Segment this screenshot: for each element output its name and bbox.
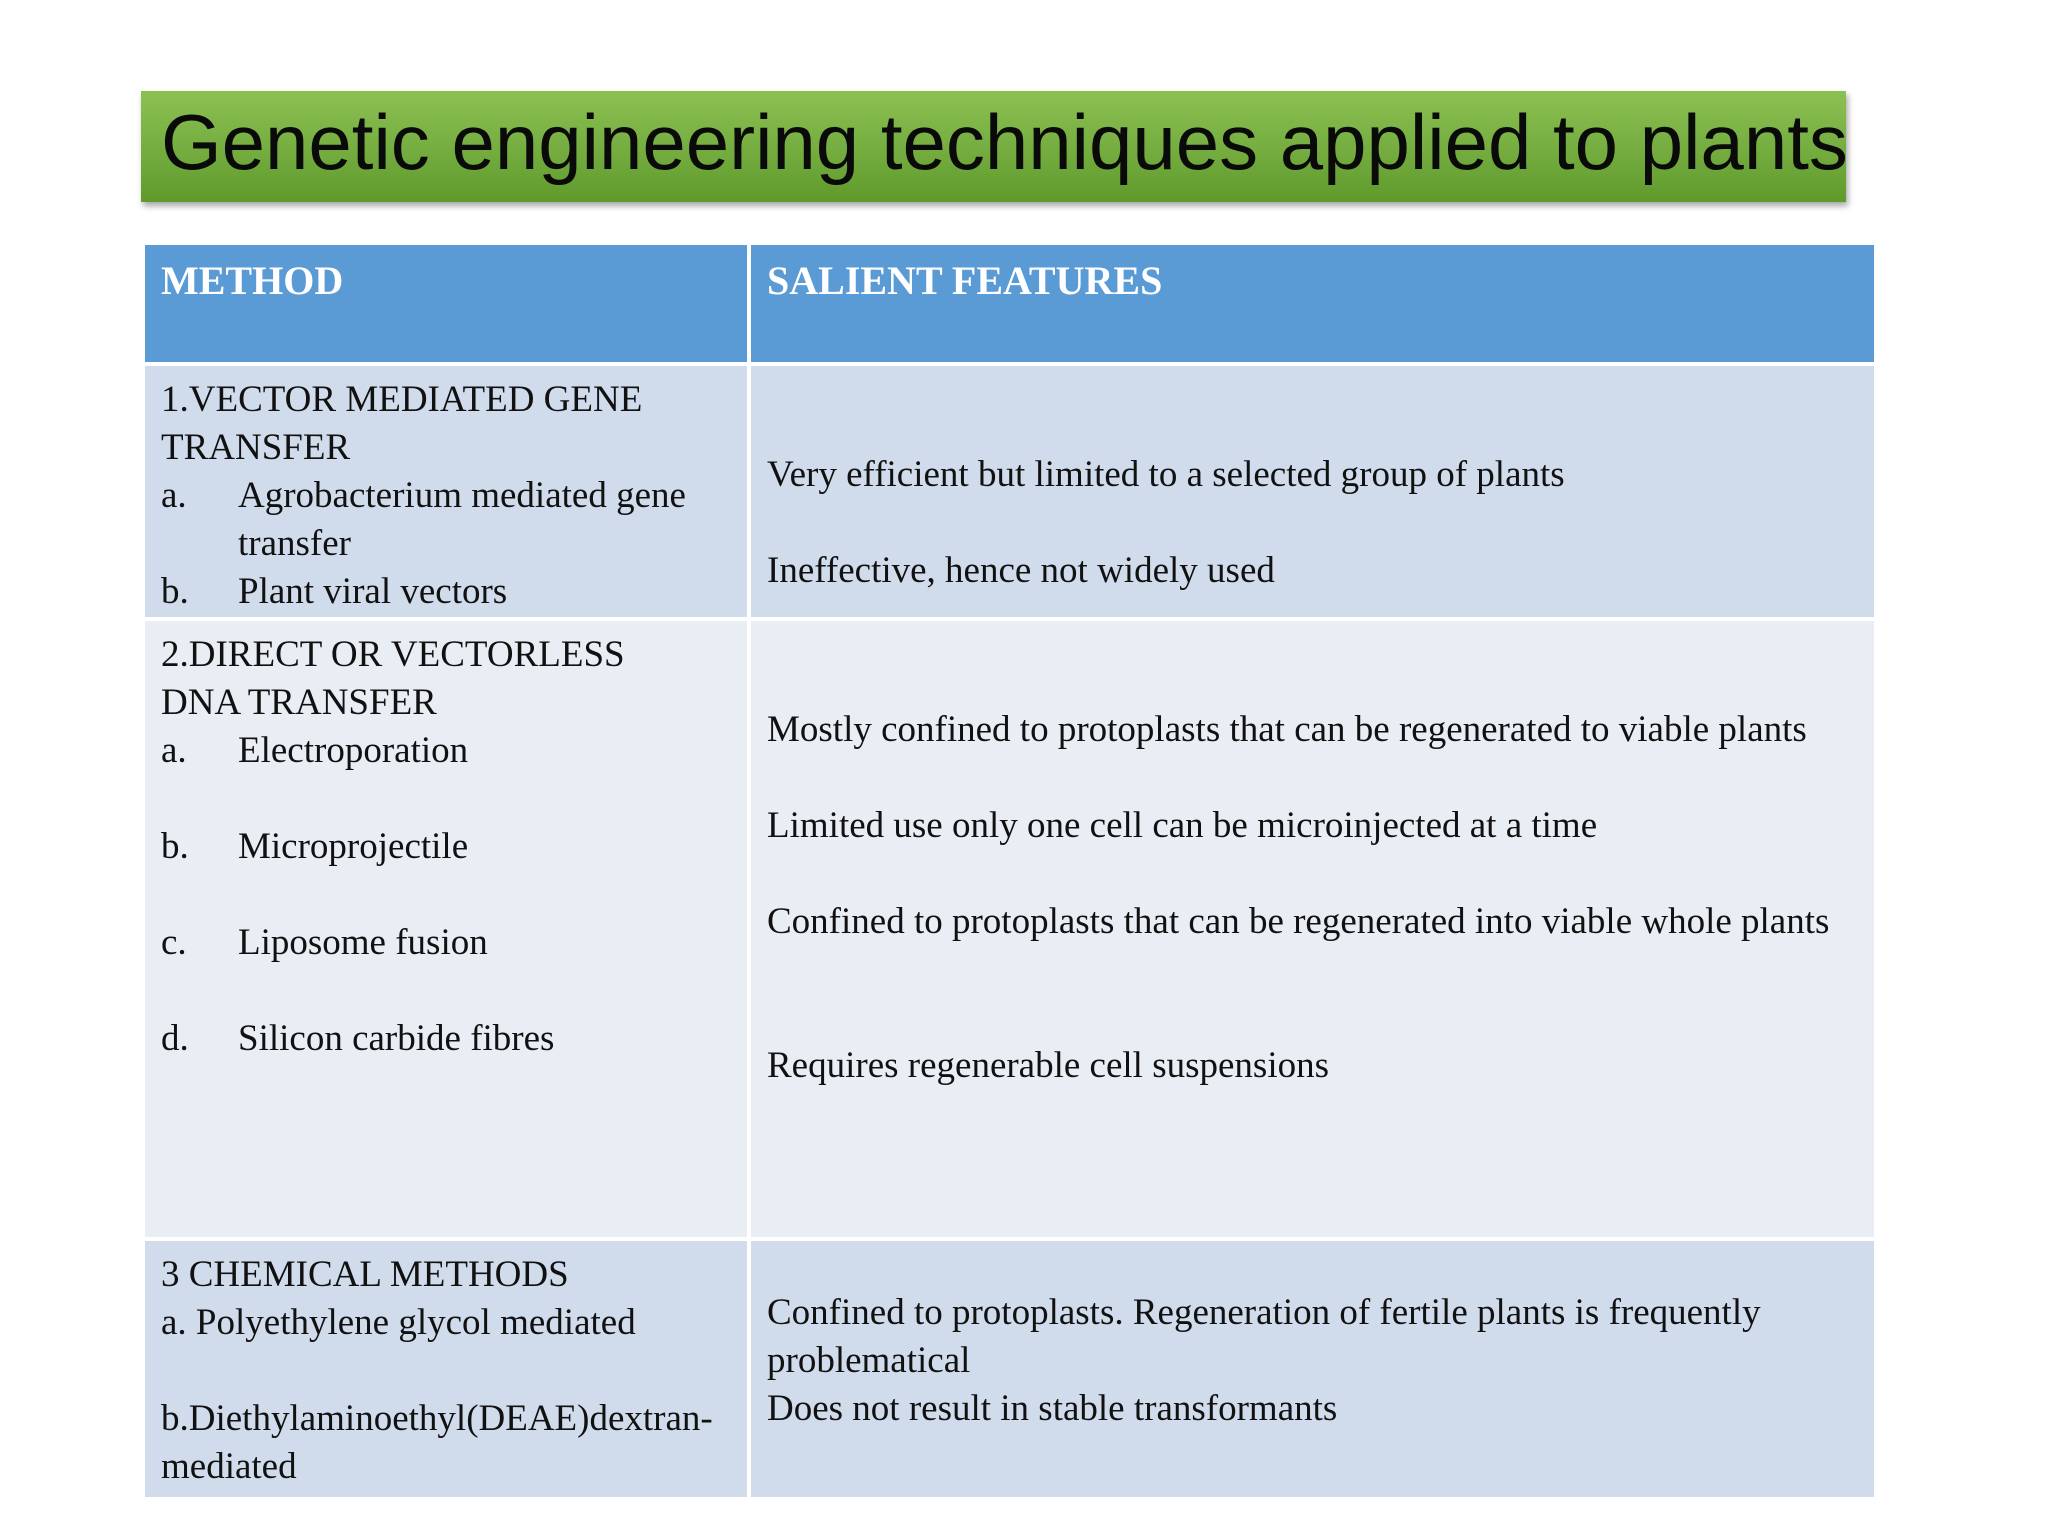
feature-text: Confined to protoplasts. Regeneration of fertile plants is frequently problematical (767, 1292, 1761, 1381)
list-item (161, 568, 731, 616)
feature-text: Does not result in stable transformants (767, 1388, 1338, 1429)
feature-text: Limited use only one cell can be microinjected at a time (767, 805, 1598, 846)
method-line: a. Polyethylene glycol mediated (161, 1302, 636, 1343)
list-item (161, 919, 731, 967)
slide-title: Genetic engineering techniques applied to plants (161, 98, 1848, 186)
header-salient-features: SALIENT FEATURES (749, 243, 1876, 364)
features-cell (749, 619, 1876, 1239)
feature-text: Mostly confined to protoplasts that can be regenerated to viable plants (767, 709, 1807, 750)
list-marker: b. (161, 571, 189, 612)
list-text: Microprojectile (238, 826, 469, 867)
method-cell (143, 1239, 749, 1499)
methods-table (141, 241, 1878, 1501)
method-heading: 3 CHEMICAL METHODS (161, 1254, 569, 1295)
list-text: Silicon carbide fibres (238, 1018, 555, 1059)
list-text: Plant viral vectors (238, 571, 508, 612)
title-banner (141, 91, 1846, 202)
feature-text: Confined to protoplasts that can be regenerated into viable whole plants (767, 901, 1830, 942)
list-item (161, 727, 731, 775)
method-cell (143, 619, 749, 1239)
method-heading: 1.VECTOR MEDIATED GENE TRANSFER (161, 379, 643, 468)
list-text: Liposome fusion (238, 922, 488, 963)
list-marker: b. (161, 826, 189, 867)
features-cell (749, 364, 1876, 619)
method-heading: 2.DIRECT OR VECTORLESS DNA TRANSFER (161, 634, 625, 723)
table-row (143, 619, 1876, 1239)
table-header-row (143, 243, 1876, 364)
list-item (161, 472, 731, 568)
features-cell (749, 1239, 1876, 1499)
list-marker: a. (161, 475, 187, 516)
list-marker: a. (161, 730, 187, 771)
method-cell (143, 364, 749, 619)
list-item (161, 823, 731, 871)
list-item (161, 1015, 731, 1063)
list-text: Electroporation (238, 730, 469, 771)
header-method: METHOD (143, 243, 749, 364)
list-marker: d. (161, 1018, 189, 1059)
table-row (143, 1239, 1876, 1499)
list-marker: c. (161, 922, 187, 963)
feature-text: Ineffective, hence not widely used (767, 550, 1275, 591)
method-line: b.Diethylaminoethyl(DEAE)dextran- mediated (161, 1398, 713, 1487)
table-row (143, 364, 1876, 619)
feature-text: Very efficient but limited to a selected group of plants (767, 454, 1565, 495)
list-text: Agrobacterium mediated gene transfer (238, 475, 686, 564)
feature-text: Requires regenerable cell suspensions (767, 1045, 1330, 1086)
